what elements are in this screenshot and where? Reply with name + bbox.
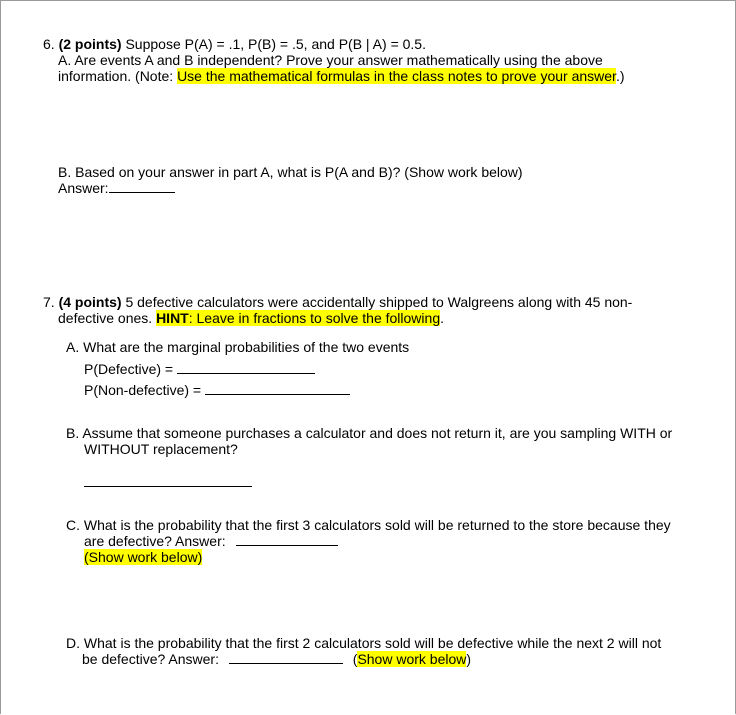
q7-partD-show-highlight: Show work below <box>357 651 467 667</box>
q7-header <box>43 294 632 310</box>
q6-note-highlight: Use the mathematical formulas in the class notes to prove your answer <box>177 68 616 84</box>
q6-partB-answer-blank[interactable] <box>109 180 175 193</box>
q7-partB-answer-blank[interactable] <box>84 486 252 487</box>
q7-hint-rest: : Leave in fractions to solve the following <box>188 310 441 326</box>
q7-partA-defective-label: P(Defective) = <box>84 361 177 377</box>
q6-number: 6. <box>43 36 55 52</box>
q7-stem-line2-post: . <box>440 310 444 326</box>
q6-partB-answer-label: Answer: <box>58 180 109 196</box>
q7-hint-highlight <box>156 310 440 326</box>
q6-partA-line2-post: .) <box>615 68 625 84</box>
q7-partA-defective <box>84 361 315 377</box>
q7-partB-line2: WITHOUT replacement? <box>84 441 238 457</box>
q7-partA-nondefective <box>84 382 350 398</box>
q7-partC-show-work <box>84 549 202 565</box>
q7-hint-bold: HINT <box>156 310 189 326</box>
q7-partC-answer-blank[interactable] <box>236 533 338 546</box>
q7-partC-show-work-highlight: (Show work below) <box>84 549 203 565</box>
q7-partB-line1: B. Assume that someone purchases a calculator and does not return it, are you sampling WITH or <box>66 425 673 441</box>
q7-stem-line1: 5 defective calculators were accidentally shipped to Walgreens along with 45 non- <box>121 294 633 310</box>
q7-stem-line2-pre: defective ones. <box>58 310 157 326</box>
q6-partA-line2-pre: information. (Note: <box>58 68 178 84</box>
q7-number: 7. <box>43 294 55 310</box>
q6-points: (2 points) <box>58 36 122 52</box>
q7-stem-line2 <box>58 310 444 326</box>
q6-partA-line1: A. Are events A and B independent? Prove your answer mathematically using the above <box>58 52 603 68</box>
q6-partA-line2 <box>58 68 625 84</box>
q6-partB-line1: B. Based on your answer in part A, what is P(A and B)? (Show work below) <box>58 164 523 180</box>
q7-partD-line2 <box>82 651 471 667</box>
q7-partA-question: A. What are the marginal probabilities of the two events <box>66 339 410 355</box>
q7-partA-nondefective-blank[interactable] <box>205 382 350 395</box>
q7-partA-defective-blank[interactable] <box>177 361 315 374</box>
q7-partD-show-pre: ( <box>352 651 358 667</box>
q7-points: (4 points) <box>58 294 122 310</box>
q7-partC-line1: C. What is the probability that the first 3 calculators sold will be returned to the store because they <box>66 517 671 533</box>
q7-partD-answer-blank[interactable] <box>229 651 343 664</box>
q7-partC-line2 <box>84 533 338 549</box>
q6-stem: Suppose P(A) = .1, P(B) = .5, and P(B | A) = 0.5. <box>121 36 426 52</box>
q7-partD-show-post: ) <box>466 651 472 667</box>
q7-partD-line1: D. What is the probability that the first 2 calculators sold will be defective while the next 2 will not <box>66 635 662 651</box>
q7-partD-show-work <box>353 651 471 667</box>
q7-partC-line2-text: are defective? Answer: <box>84 533 226 549</box>
q7-partD-line2-text: be defective? Answer: <box>82 651 219 667</box>
q7-partA-nondefective-label: P(Non-defective) = <box>84 382 205 398</box>
q6-partB-answer <box>58 180 175 196</box>
q6-header <box>43 36 426 52</box>
